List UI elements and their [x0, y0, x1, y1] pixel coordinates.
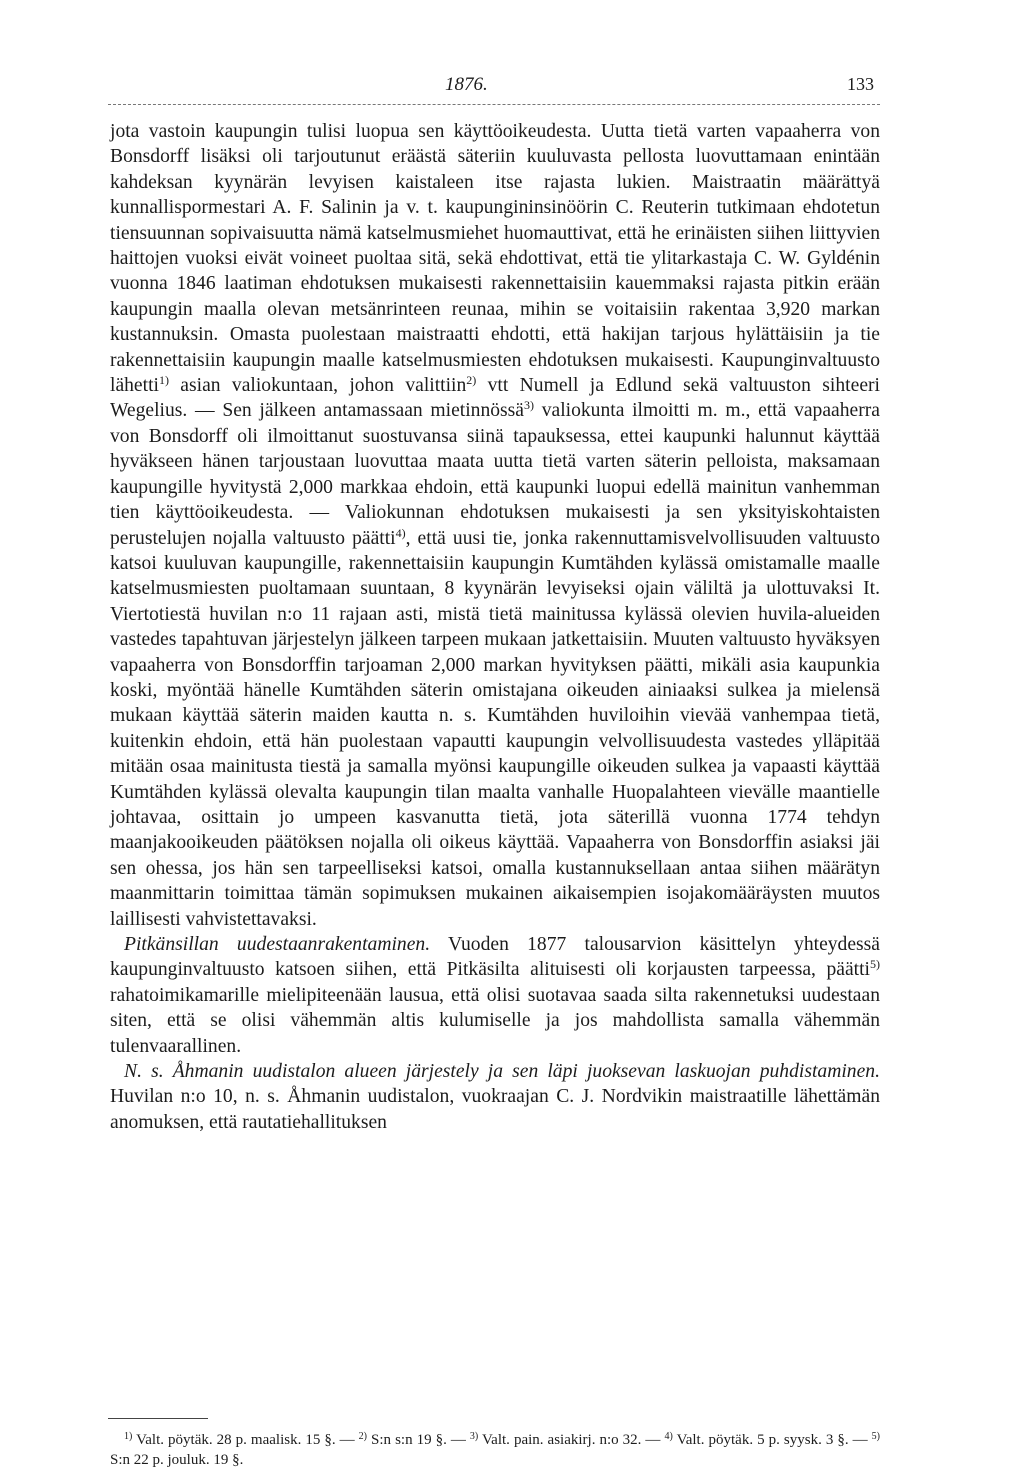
text-run: vtt Numell ja Edlund sekä valtuuston sihteeri Wegelius. — Sen jälkeen antamassaan mietinnössä — [110, 375, 880, 422]
paragraph-2 — [110, 932, 880, 1059]
text-run: Huvilan n:o 10, n. s. Åhmanin uudistalon, vuokraajan C. J. Nordvikin maistraatille lähettämän anomuksen, että rautatiehallituksen — [110, 1086, 880, 1133]
footnote-ref: 1) — [158, 373, 169, 388]
footnote-mark: 1) — [124, 1431, 133, 1442]
footnote-text: S:n s:n 19 §. — — [367, 1432, 470, 1448]
footnote-mark: 3) — [469, 1431, 479, 1442]
footnote-mark: 5) — [871, 1431, 880, 1442]
text-run: Vuoden 1877 talousarvion käsittelyn yhteydessä kaupunginvaltuusto katsoen siihen, että Pitkäsilta alituisesti oli korjausten tarpeessa, päätti — [110, 934, 881, 981]
footnote-block — [110, 1430, 880, 1470]
footnote-text: Valt. pöytäk. 28 p. maalisk. 15 §. — — [132, 1432, 359, 1448]
footnote-mark: 4) — [664, 1431, 673, 1442]
footnote-text: Valt. pöytäk. 5 p. syysk. 3 §. — — [672, 1432, 872, 1448]
text-run: asian valiokuntaan, johon valittiin — [168, 375, 467, 397]
text-run: jota vastoin kaupungin tulisi luopua sen käyttöoikeudesta. Uutta tietä varten vapaaherra von Bonsdorff lisäksi oli tarjoutunut eräästä säteriin kuuluvasta pellosta luovuttamaan enintään kahdeksan kyynärän levyisen kaistaleen itse rajasta lukien. Maistraatin määrättyä kunnallispormestari A. F. Salinin ja v. t. kaupungininsinöörin C. Reuterin tutkimaan ehdotetun tiensuunnan sopivaisuutta nämä katselmusmiehet huomauttivat, että he erinäisten siihen liittyvien haittojen vuoksi eivät voineet puoltaa sitä, sekä ehdottivat, että tie ylitarkastaja C. W. Gyldénin vuonna 1846 laatiman ehdotuksen mukaisesti rakennettaisiin kauemmaksi rajasta pitkin erään kaupungin maalla olevan metsänrinteen reunaa, mihin se voitaisiin rakentaa 3,920 markan kustannuksin. Omasta puolestaan maistraatti ehdotti, että hakijan tarjous hylättäisiin ja tie rakennettaisiin kaupungin maalle katselmusmiesten ehdotuksen mukaisesti. Kaupunginvaltuusto lähetti — [110, 121, 880, 397]
footnote-ref: 3) — [524, 398, 534, 413]
footnote-ref: 5) — [870, 957, 880, 972]
text-run: valiokunta ilmoitti m. m., että vapaaherra von Bonsdorff oli ilmoittanut suostuvansa siinä tapauksessa, ettei kaupunki halunnut käyttää hyväkseen hänen tarjoustaan luovuttaa maata uutta tietä varten säterin pelloista, maksamaan kaupungille hyvitystä 2,000 markkaa ehdoin, että kaupunki luopui edellä mainitun vanhemman tien käyttöoikeudesta. — Valiokunnan ehdotuksen mukaisesti ja sen yksityiskohtaisten perustelujen nojalla valtuusto päätti — [110, 400, 880, 549]
footnote-mark: 2) — [358, 1431, 368, 1442]
text-run: rahatoimikamarille mielipiteenään lausua, että olisi suotavaa saada silta rakennetuksi uudestaan siten, että se olisi vähemmän altis kulumiselle ja jos mahdollista samalla vähemmän tulenvaarallinen. — [110, 984, 880, 1057]
footnote-rule — [108, 1418, 208, 1419]
section-heading: Pitkänsillan uudestaanrakentaminen. — [124, 934, 431, 955]
header-rule — [108, 104, 880, 105]
text-run: , että uusi tie, jonka rakennuttamisvelvollisuuden valtuusto katsoi kuuluvan kaupungille, rakennettaisiin kaupungin Kumtähden kylässä omistamalle maalle katselmusmiesten puoltamaan suuntaan, 8 kyynärän levyiseksi ojain väliltä ja ulottuvaksi It. Viertotiestä huvilan n:o 11 rajaan asti, mistä tietä mainitussa kylässä olevien huvila-alueiden vastedes tapahtuvan järjestelyn jälkeen tarpeen mukaan jatkettaisiin. Muuten valtuusto hyväksyen vapaaherra von Bonsdorffin tarjoaman 2,000 markan hyvityksen päätti, mikäli asia kaupunkia koski, myöntää hänelle Kumtähden säterin omistajana oikeuden ainiaaksi sulkea ja mielensä mukaan käyttää säterin maiden kautta n. s. Kumtähden huviloihin vievää vanhempaa tietä, kuitenkin ehdoin, että hän puolestaan vapautti kaupungin velvollisuudesta vastedes ylläpitää mitään osaa mainitusta tiestä ja samalla myönsi kaupungille oikeuden sulkea ja vapaasti käyttää Kumtähden kylässä olevalta kaupungin tilan maalta vanhalle Huopalahteen vievälle maantielle johtavaa, osittain jo umpeen kasvanutta tietä, jota säterillä vuonna 1774 tehdyn maanjakooikeuden päätöksen nojalla oli oikeus käyttää. Vapaaherra von Bonsdorffin asiaksi jäi sen ohessa, jos hän sen tarpeelliseksi katsoi, omalla kustannuksellaan antaa siihen määrätyn maanmittarin toimittaa tämän sopimuksen mukainen aikaisempien isojakomääräysten muutos laillisesti vahvistettavaksi. — [110, 527, 880, 930]
footnotes — [110, 1430, 880, 1470]
paragraph-1 — [110, 119, 880, 932]
page-header — [110, 74, 880, 104]
header-year: 1876. — [445, 74, 488, 95]
footnote-text: Valt. pain. asiakirj. n:o 32. — — [478, 1432, 665, 1448]
body-text — [110, 119, 880, 1135]
paragraph-3 — [110, 1059, 880, 1135]
footnote-ref: 4) — [395, 525, 406, 540]
section-heading: N. s. Åhmanin uudistalon alueen järjestely ja sen läpi juoksevan laskuojan puhdistaminen. — [124, 1061, 880, 1083]
footnote-ref: 2) — [466, 373, 477, 388]
page-number: 133 — [847, 74, 874, 94]
footnote-text: S:n 22 p. jouluk. 19 §. — [110, 1452, 244, 1468]
